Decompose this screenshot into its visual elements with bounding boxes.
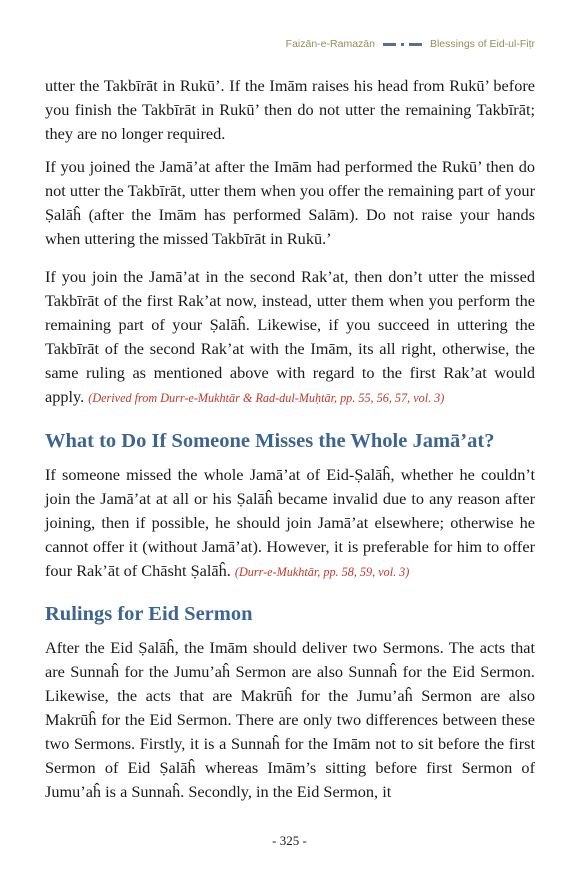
paragraph-second-rakat: [45, 265, 535, 410]
header-book-title: Faizān-e-Ramazān: [285, 38, 375, 50]
page-body: [45, 74, 535, 804]
separator-dash-right: [409, 43, 422, 46]
running-header: [286, 38, 535, 50]
page-number: - 325 -: [272, 833, 307, 848]
paragraph-missed-jamaat: [45, 463, 535, 584]
paragraph-takbirat-ruku: utter the Takbīrāt in Rukū’. If the Imām raises his head from Rukū’ before you finish the Takbīrāt in Rukū’ then do not utter the remaining Takbīrāt; they are no longer required.: [45, 76, 535, 143]
paragraph-eid-sermon: After the Eid Ṣalāĥ, the Imām should deliver two Sermons. The acts that are Sunnaĥ for the Jumu’aĥ Sermon are also Sunnaĥ for the Eid Sermon. Likewise, the acts that are Makrūĥ for the Jumu’aĥ Sermon are also Makrūĥ for the Eid Sermon. There are only two differences between these two Sermons. Firstly, it is a Sunnaĥ for the Imām not to sit before the first Sermon of Eid Ṣalāĥ whereas Imām’s sitting before first Sermon of Jumu’aĥ is a Sunnaĥ. Secondly, in the Eid Sermon, it: [45, 638, 535, 801]
reference-citation: (Durr-e-Mukhtār, pp. 58, 59, vol. 3): [234, 565, 410, 579]
paragraph-text: If you join the Jamā’at in the second Rak’at, then don’t utter the missed Takbīrāt of the first Rak’at now, instead, utter them when you perform the remaining part of your Ṣalāĥ. Likewise, if you succeed in uttering the Takbīrāt of the second Rak’at with the Imām, its all right, otherwise, the same ruling as mentioned above with regard to the first Rak’at would apply.: [45, 267, 535, 406]
heading-missed-jamaat: What to Do If Someone Misses the Whole Jamā’at?: [45, 430, 495, 452]
separator-dot: [401, 43, 404, 46]
paragraph-text: If someone missed the whole Jamā’at of Eid-Ṣalāĥ, whether he couldn’t join the Jamā’at at all or his Ṣalāĥ became invalid due to any reason after joining, then if possible, he should join Jamā’at elsewhere; otherwise he cannot offer it (without Jamā’at). However, it is preferable for him to offer four Rak’āt of Chāsht Ṣalāĥ.: [45, 465, 535, 580]
reference-citation: (Derived from Durr-e-Mukhtār & Rad-dul-Muḥtār, pp. 55, 56, 57, vol. 3): [88, 391, 445, 405]
paragraph-joined-after-ruku: If you joined the Jamā’at after the Imām had performed the Rukū’ then do not utter the Takbīrāt, utter them when you offer the remaining part of your Ṣalāĥ (after the Imām has performed Salām). Do not raise your hands when uttering the missed Takbīrāt in Rukū.’: [45, 157, 535, 248]
header-separator: [383, 43, 422, 46]
separator-dash-left: [383, 43, 396, 46]
heading-eid-sermon: Rulings for Eid Sermon: [45, 603, 253, 625]
header-chapter-title: Blessings of Eid-ul-Fiṭr: [429, 38, 535, 50]
